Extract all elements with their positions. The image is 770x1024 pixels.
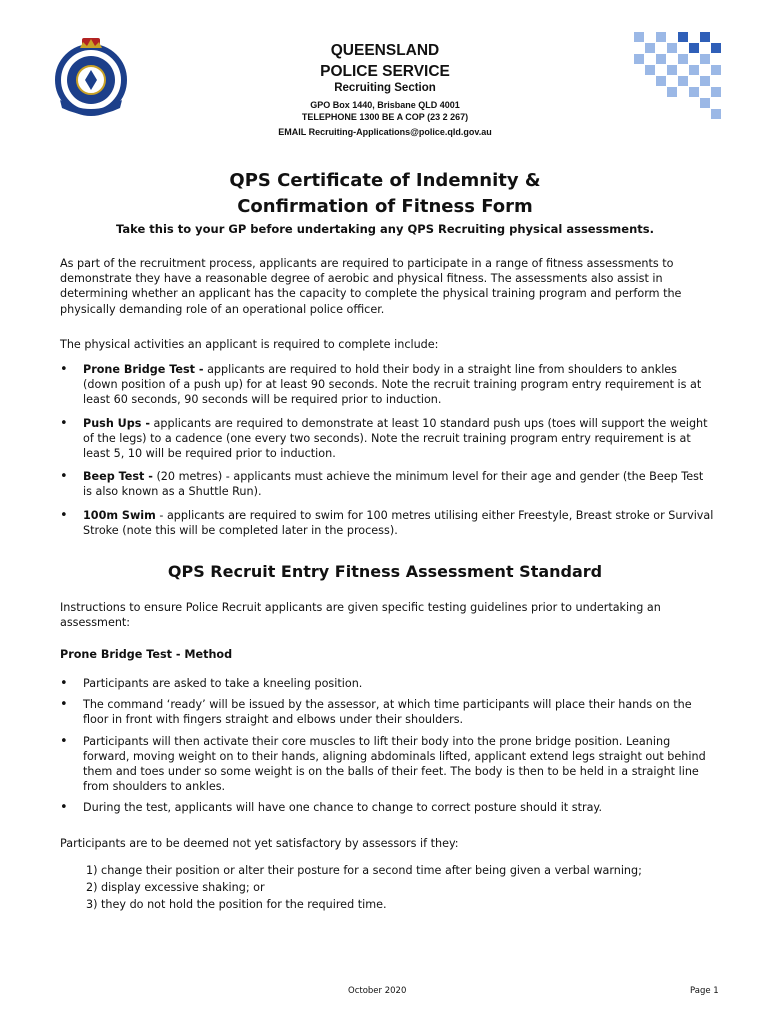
standard-section-title: QPS Recruit Entry Fitness Assessment Standard [167, 562, 603, 581]
checker-square [700, 54, 710, 64]
list-item: • Participants will then activate their core muscles to lift their body into the prone bridge position. Leaning forward, moving weight on to their hands, aligning abdominals lifted, applicant extend legs straight out behind them and toes under so some weight is on the balls of their feet. The body is then to be held in a straight line from shoulders to ankles. [60, 734, 715, 795]
activity-name: Push Ups - [83, 416, 150, 430]
checker-square [667, 65, 677, 75]
activity-name: Prone Bridge Test - [83, 363, 204, 376]
method-list [60, 676, 715, 816]
email-address[interactable]: EMAIL Recruiting-Applications@police.qld.gov.au [278, 127, 492, 137]
form-subtitle: Take this to your GP before undertaking any QPS Recruiting physical assessments. [116, 222, 654, 236]
list-item [60, 508, 715, 538]
checker-square [689, 65, 699, 75]
postal-address: GPO Box 1440, Brisbane QLD 4001 [310, 100, 460, 110]
method-title: Prone Bridge Test - Method [60, 648, 233, 661]
blue-checker-icon [624, 30, 724, 122]
checker-square [645, 65, 655, 75]
checker-square [700, 32, 710, 42]
activity-name: 100m Swim [83, 508, 156, 522]
activity-description: - applicants are required to swim for 100 metres utilising either Freestyle, Breast stroke or Survival Stroke (note this will be completed later in the process). [83, 508, 714, 537]
list-item [60, 469, 715, 499]
list-item [60, 416, 715, 462]
checker-square [689, 43, 699, 53]
page-number: Page 1 [690, 986, 719, 996]
organisation-name [200, 40, 570, 82]
checker-square [700, 76, 710, 86]
list-item: 2) display excessive shaking; or [86, 881, 265, 894]
footer-date: October 2020 [348, 986, 407, 996]
unsatisfactory-list [86, 862, 716, 913]
form-title [0, 168, 770, 220]
checker-square [711, 109, 721, 119]
instructions-paragraph: Instructions to ensure Police Recruit applicants are given specific testing guidelines prior to undertaking an assessment: [60, 601, 661, 630]
checker-square [634, 32, 644, 42]
list-item: 1) change their position or alter their posture for a second time after being given a verbal warning; [86, 864, 642, 877]
form-title-line-2: Confirmation of Fitness Form [237, 196, 533, 217]
checker-square [656, 32, 666, 42]
checker-square [711, 87, 721, 97]
police-crest-icon [50, 34, 132, 116]
list-item: 3) they do not hold the position for the required time. [86, 898, 387, 911]
org-line-1: QUEENSLAND [330, 42, 440, 59]
activity-description: applicants are required to hold their body in a straight line from shoulders to ankles (down position of a push up) for at least 90 seconds. Note the recruit training program entry requirement is at least 60 seconds, 90 seconds will be required prior to induction. [83, 363, 702, 407]
checker-square [667, 87, 677, 97]
checker-square [678, 32, 688, 42]
org-line-2: POLICE SERVICE [320, 63, 450, 80]
activity-description: (20 metres) - applicants must achieve the minimum level for their age and gender (the Beep Test is also known as a Shuttle Run). [83, 470, 704, 499]
section-name: Recruiting Section [334, 82, 436, 94]
checker-square [700, 98, 710, 108]
list-item: • During the test, applicants will have one chance to change to correct posture should it stray. [60, 800, 715, 815]
checker-square [689, 87, 699, 97]
checker-square [667, 43, 677, 53]
list-item [60, 362, 715, 408]
list-item: • Participants are asked to take a kneeling position. [60, 676, 715, 691]
telephone: TELEPHONE 1300 BE A COP (23 2 267) [301, 112, 469, 122]
unsatisfactory-intro: Participants are to be deemed not yet satisfactory by assessors if they: [60, 837, 459, 850]
intro-paragraph: As part of the recruitment process, applicants are required to participate in a range of fitness assessments to demonstrate they have a reasonable degree of aerobic and physical fitness. The assessments also assist in determining whether an applicant has the capacity to complete the physical training program and perform the physically demanding role of an operational police officer. [60, 257, 682, 316]
form-title-line-1: QPS Certificate of Indemnity & [229, 170, 541, 191]
checker-square [711, 65, 721, 75]
checker-square [711, 43, 721, 53]
activities-list [60, 362, 715, 538]
checker-square [645, 43, 655, 53]
checker-square [634, 54, 644, 64]
checker-square [656, 76, 666, 86]
checker-square [678, 76, 688, 86]
list-item: • The command ‘ready’ will be issued by the assessor, at which time participants will place their hands on the floor in front with fingers straight and elbows under their shoulders. [60, 697, 715, 727]
activity-description: applicants are required to demonstrate at least 10 standard push ups (toes will support the weight of the legs) to a cadence (one every two seconds). Note the recruit training program entry requirement is at least 5, 10 will be required prior to induction. [83, 416, 708, 461]
activities-intro: The physical activities an applicant is required to complete include: [60, 338, 439, 351]
activity-name: Beep Test - [83, 470, 153, 484]
checker-square [656, 54, 666, 64]
checker-square [678, 54, 688, 64]
